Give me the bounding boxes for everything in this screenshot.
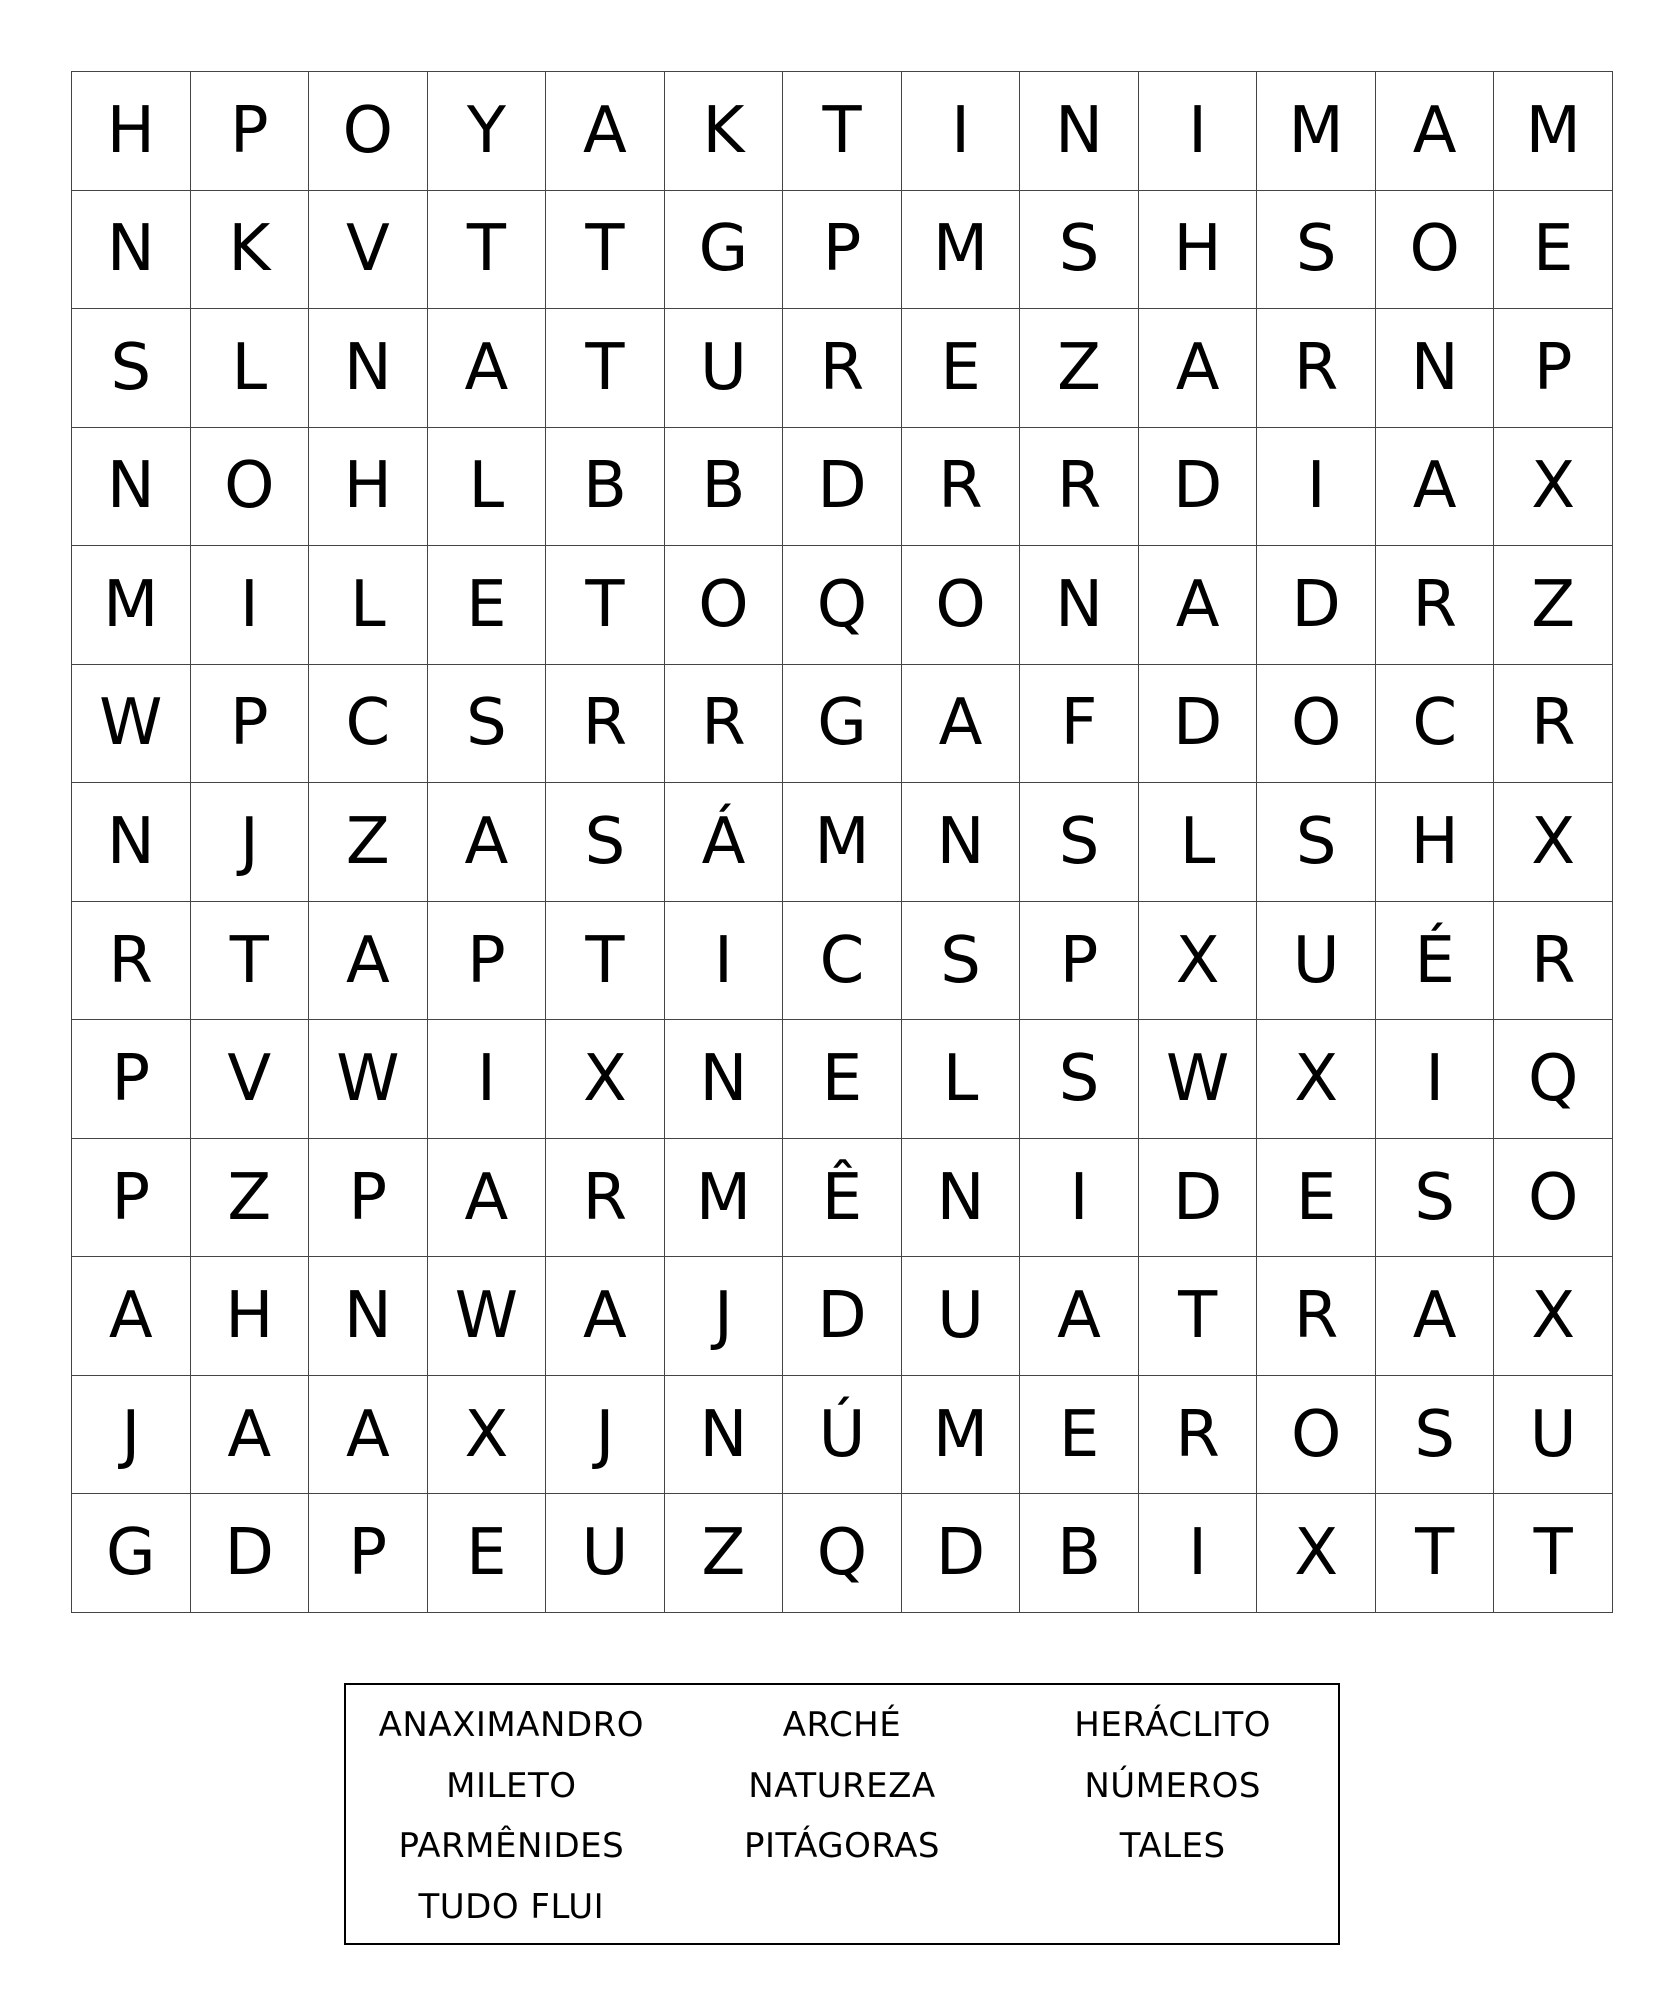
letter-cell[interactable]: N bbox=[902, 1139, 1021, 1258]
letter-cell[interactable]: R bbox=[783, 309, 902, 428]
word-list-item: ANAXIMANDRO bbox=[378, 1705, 645, 1746]
letter-cell[interactable]: A bbox=[902, 665, 1021, 784]
letter-cell[interactable]: H bbox=[191, 1257, 310, 1376]
letter-cell[interactable]: B bbox=[1020, 1494, 1139, 1613]
letter-cell[interactable]: Ú bbox=[783, 1376, 902, 1495]
letter-cell[interactable]: O bbox=[309, 72, 428, 191]
letter-cell[interactable]: N bbox=[1376, 309, 1495, 428]
letter-cell[interactable]: I bbox=[665, 902, 784, 1021]
letter-cell[interactable]: S bbox=[902, 902, 1021, 1021]
letter-cell[interactable]: N bbox=[665, 1376, 784, 1495]
letter-cell[interactable]: K bbox=[191, 191, 310, 310]
letter-cell[interactable]: S bbox=[1020, 1020, 1139, 1139]
letter-cell[interactable]: M bbox=[902, 191, 1021, 310]
letter-cell[interactable]: D bbox=[783, 1257, 902, 1376]
letter-cell[interactable]: E bbox=[1020, 1376, 1139, 1495]
letter-cell[interactable]: W bbox=[428, 1257, 547, 1376]
letter-cell[interactable]: N bbox=[665, 1020, 784, 1139]
letter-cell[interactable]: A bbox=[1139, 546, 1258, 665]
letter-cell[interactable]: P bbox=[191, 72, 310, 191]
letter-cell[interactable]: F bbox=[1020, 665, 1139, 784]
letter-cell[interactable]: R bbox=[1494, 902, 1613, 1021]
letter-cell[interactable]: S bbox=[1376, 1376, 1495, 1495]
word-list-item: MILETO bbox=[446, 1765, 577, 1806]
letter-cell[interactable]: H bbox=[72, 72, 191, 191]
letter-cell[interactable]: X bbox=[1494, 783, 1613, 902]
letter-cell[interactable]: E bbox=[783, 1020, 902, 1139]
letter-cell[interactable]: M bbox=[902, 1376, 1021, 1495]
letter-cell[interactable]: R bbox=[546, 1139, 665, 1258]
letter-cell[interactable]: O bbox=[1494, 1139, 1613, 1258]
letter-cell[interactable]: B bbox=[665, 428, 784, 547]
letter-cell[interactable]: R bbox=[1139, 1376, 1258, 1495]
letter-cell[interactable]: U bbox=[1494, 1376, 1613, 1495]
letter-cell[interactable]: A bbox=[1139, 309, 1258, 428]
letter-cell[interactable]: P bbox=[428, 902, 547, 1021]
letter-cell[interactable]: T bbox=[1139, 1257, 1258, 1376]
letter-cell[interactable]: A bbox=[309, 1376, 428, 1495]
letter-cell[interactable]: A bbox=[309, 902, 428, 1021]
letter-cell[interactable]: I bbox=[428, 1020, 547, 1139]
letter-cell[interactable]: N bbox=[309, 309, 428, 428]
letter-cell[interactable]: D bbox=[783, 428, 902, 547]
letter-cell[interactable]: R bbox=[1494, 665, 1613, 784]
letter-cell[interactable]: Á bbox=[665, 783, 784, 902]
letter-cell[interactable]: D bbox=[902, 1494, 1021, 1613]
letter-cell[interactable]: A bbox=[546, 1257, 665, 1376]
letter-cell[interactable]: O bbox=[665, 546, 784, 665]
letter-cell[interactable]: E bbox=[428, 546, 547, 665]
letter-cell[interactable]: S bbox=[72, 309, 191, 428]
letter-cell[interactable]: P bbox=[191, 665, 310, 784]
letter-cell[interactable]: Y bbox=[428, 72, 547, 191]
letter-cell[interactable]: W bbox=[1139, 1020, 1258, 1139]
letter-cell[interactable]: O bbox=[1257, 665, 1376, 784]
letter-cell[interactable]: N bbox=[309, 1257, 428, 1376]
letter-cell[interactable]: R bbox=[1376, 546, 1495, 665]
letter-cell[interactable]: M bbox=[1257, 72, 1376, 191]
letter-cell[interactable]: A bbox=[72, 1257, 191, 1376]
letter-cell[interactable]: J bbox=[546, 1376, 665, 1495]
letter-cell[interactable]: U bbox=[902, 1257, 1021, 1376]
letter-cell[interactable]: H bbox=[309, 428, 428, 547]
letter-cell[interactable]: Z bbox=[1020, 309, 1139, 428]
letter-cell[interactable]: R bbox=[1020, 428, 1139, 547]
letter-cell[interactable]: T bbox=[783, 72, 902, 191]
letter-cell[interactable]: X bbox=[1257, 1020, 1376, 1139]
letter-cell[interactable]: Z bbox=[309, 783, 428, 902]
letter-cell[interactable]: I bbox=[191, 546, 310, 665]
word-list-item: TUDO FLUI bbox=[418, 1886, 605, 1927]
letter-cell[interactable]: É bbox=[1376, 902, 1495, 1021]
letter-cell[interactable]: A bbox=[428, 309, 547, 428]
letter-cell[interactable]: G bbox=[665, 191, 784, 310]
letter-cell[interactable]: L bbox=[309, 546, 428, 665]
letter-cell[interactable]: R bbox=[1257, 1257, 1376, 1376]
letter-cell[interactable]: T bbox=[191, 902, 310, 1021]
letter-cell[interactable]: X bbox=[546, 1020, 665, 1139]
letter-cell[interactable]: E bbox=[1257, 1139, 1376, 1258]
letter-cell[interactable]: A bbox=[1376, 1257, 1495, 1376]
letter-cell[interactable]: L bbox=[1139, 783, 1258, 902]
letter-cell[interactable]: N bbox=[72, 783, 191, 902]
word-list-item: NÚMEROS bbox=[1084, 1765, 1261, 1806]
letter-cell[interactable]: N bbox=[72, 428, 191, 547]
letter-cell[interactable]: Z bbox=[665, 1494, 784, 1613]
letter-cell[interactable]: C bbox=[1376, 665, 1495, 784]
letter-cell[interactable]: I bbox=[1376, 1020, 1495, 1139]
letter-cell[interactable]: G bbox=[72, 1494, 191, 1613]
letter-cell[interactable]: J bbox=[191, 783, 310, 902]
letter-cell[interactable]: P bbox=[1494, 309, 1613, 428]
letter-cell[interactable]: A bbox=[428, 1139, 547, 1258]
letter-cell[interactable]: Q bbox=[783, 1494, 902, 1613]
letter-cell[interactable]: B bbox=[546, 428, 665, 547]
letter-cell[interactable]: S bbox=[1020, 783, 1139, 902]
letter-cell[interactable]: E bbox=[428, 1494, 547, 1613]
letter-cell[interactable]: T bbox=[546, 191, 665, 310]
letter-cell[interactable]: P bbox=[72, 1020, 191, 1139]
letter-cell[interactable]: O bbox=[1257, 1376, 1376, 1495]
letter-cell[interactable]: N bbox=[902, 783, 1021, 902]
letter-cell[interactable]: R bbox=[665, 665, 784, 784]
letter-cell[interactable]: D bbox=[1139, 665, 1258, 784]
letter-cell[interactable]: N bbox=[72, 191, 191, 310]
letter-cell[interactable]: S bbox=[546, 783, 665, 902]
letter-cell[interactable]: I bbox=[1257, 428, 1376, 547]
letter-cell[interactable]: T bbox=[428, 191, 547, 310]
letter-cell[interactable]: A bbox=[546, 72, 665, 191]
letter-cell[interactable]: C bbox=[783, 902, 902, 1021]
letter-cell[interactable]: W bbox=[72, 665, 191, 784]
letter-cell[interactable]: N bbox=[1020, 72, 1139, 191]
letter-cell[interactable]: A bbox=[1376, 72, 1495, 191]
letter-cell[interactable]: P bbox=[1020, 902, 1139, 1021]
letter-cell[interactable]: V bbox=[309, 191, 428, 310]
letter-cell[interactable]: O bbox=[902, 546, 1021, 665]
letter-cell[interactable]: R bbox=[72, 902, 191, 1021]
letter-cell[interactable]: Z bbox=[1494, 546, 1613, 665]
letter-cell[interactable]: L bbox=[191, 309, 310, 428]
letter-cell[interactable]: O bbox=[191, 428, 310, 547]
letter-cell[interactable]: Z bbox=[191, 1139, 310, 1258]
letter-cell[interactable]: H bbox=[1139, 191, 1258, 310]
letter-cell[interactable]: Ê bbox=[783, 1139, 902, 1258]
letter-cell[interactable]: Q bbox=[783, 546, 902, 665]
letter-cell[interactable]: I bbox=[1020, 1139, 1139, 1258]
letter-cell[interactable]: P bbox=[783, 191, 902, 310]
word-list-item: PARMÊNIDES bbox=[398, 1826, 625, 1867]
letter-cell[interactable]: Q bbox=[1494, 1020, 1613, 1139]
letter-cell[interactable]: O bbox=[1376, 191, 1495, 310]
letter-cell[interactable]: G bbox=[783, 665, 902, 784]
letter-cell[interactable]: X bbox=[428, 1376, 547, 1495]
letter-cell[interactable]: A bbox=[428, 783, 547, 902]
letter-cell[interactable]: U bbox=[1257, 902, 1376, 1021]
letter-cell[interactable]: A bbox=[1020, 1257, 1139, 1376]
letter-cell[interactable]: D bbox=[1139, 428, 1258, 547]
letter-cell[interactable]: X bbox=[1494, 428, 1613, 547]
letter-cell[interactable]: I bbox=[1139, 72, 1258, 191]
letter-cell[interactable]: X bbox=[1494, 1257, 1613, 1376]
letter-cell[interactable]: M bbox=[665, 1139, 784, 1258]
letter-cell[interactable]: P bbox=[309, 1494, 428, 1613]
letter-cell[interactable]: T bbox=[546, 902, 665, 1021]
letter-cell[interactable]: S bbox=[1376, 1139, 1495, 1258]
letter-cell[interactable]: T bbox=[546, 309, 665, 428]
letter-cell[interactable]: T bbox=[1376, 1494, 1495, 1613]
letter-cell[interactable]: E bbox=[902, 309, 1021, 428]
letter-cell[interactable]: U bbox=[546, 1494, 665, 1613]
letter-cell[interactable]: U bbox=[665, 309, 784, 428]
word-list-item: HERÁCLITO bbox=[1074, 1705, 1271, 1746]
word-list-item: PITÁGORAS bbox=[743, 1826, 940, 1867]
letter-cell[interactable]: E bbox=[1494, 191, 1613, 310]
letter-cell[interactable]: R bbox=[1257, 309, 1376, 428]
letter-cell[interactable]: M bbox=[783, 783, 902, 902]
letter-cell[interactable]: M bbox=[72, 546, 191, 665]
letter-cell[interactable]: S bbox=[1257, 191, 1376, 310]
letter-cell[interactable]: V bbox=[191, 1020, 310, 1139]
letter-cell[interactable]: A bbox=[1376, 428, 1495, 547]
letter-cell[interactable]: M bbox=[1494, 72, 1613, 191]
letter-cell[interactable]: P bbox=[72, 1139, 191, 1258]
letter-cell[interactable]: D bbox=[1257, 546, 1376, 665]
letter-cell[interactable]: I bbox=[1139, 1494, 1258, 1613]
word-list-item: NATUREZA bbox=[748, 1765, 936, 1806]
letter-cell[interactable]: J bbox=[665, 1257, 784, 1376]
letter-cell[interactable]: D bbox=[191, 1494, 310, 1613]
word-search-grid bbox=[71, 71, 1613, 1613]
word-list-item: TALES bbox=[1119, 1826, 1226, 1867]
letter-cell[interactable]: S bbox=[428, 665, 547, 784]
letter-cell[interactable]: H bbox=[1376, 783, 1495, 902]
letter-cell[interactable]: I bbox=[902, 72, 1021, 191]
letter-cell[interactable]: C bbox=[309, 665, 428, 784]
letter-cell[interactable]: L bbox=[902, 1020, 1021, 1139]
word-list-item: ARCHÉ bbox=[782, 1705, 902, 1746]
letter-cell[interactable]: R bbox=[546, 665, 665, 784]
letter-cell[interactable]: W bbox=[309, 1020, 428, 1139]
letter-cell[interactable]: X bbox=[1139, 902, 1258, 1021]
letter-cell[interactable]: T bbox=[1494, 1494, 1613, 1613]
letter-cell[interactable]: S bbox=[1020, 191, 1139, 310]
letter-cell[interactable]: X bbox=[1257, 1494, 1376, 1613]
letter-cell[interactable]: N bbox=[1020, 546, 1139, 665]
letter-cell[interactable]: S bbox=[1257, 783, 1376, 902]
letter-cell[interactable]: K bbox=[665, 72, 784, 191]
word-list bbox=[344, 1683, 1340, 1945]
letter-cell[interactable]: P bbox=[309, 1139, 428, 1258]
letter-cell[interactable]: D bbox=[1139, 1139, 1258, 1258]
letter-cell[interactable]: T bbox=[546, 546, 665, 665]
letter-cell[interactable]: A bbox=[191, 1376, 310, 1495]
letter-cell[interactable]: R bbox=[902, 428, 1021, 547]
letter-cell[interactable]: J bbox=[72, 1376, 191, 1495]
letter-cell[interactable]: L bbox=[428, 428, 547, 547]
